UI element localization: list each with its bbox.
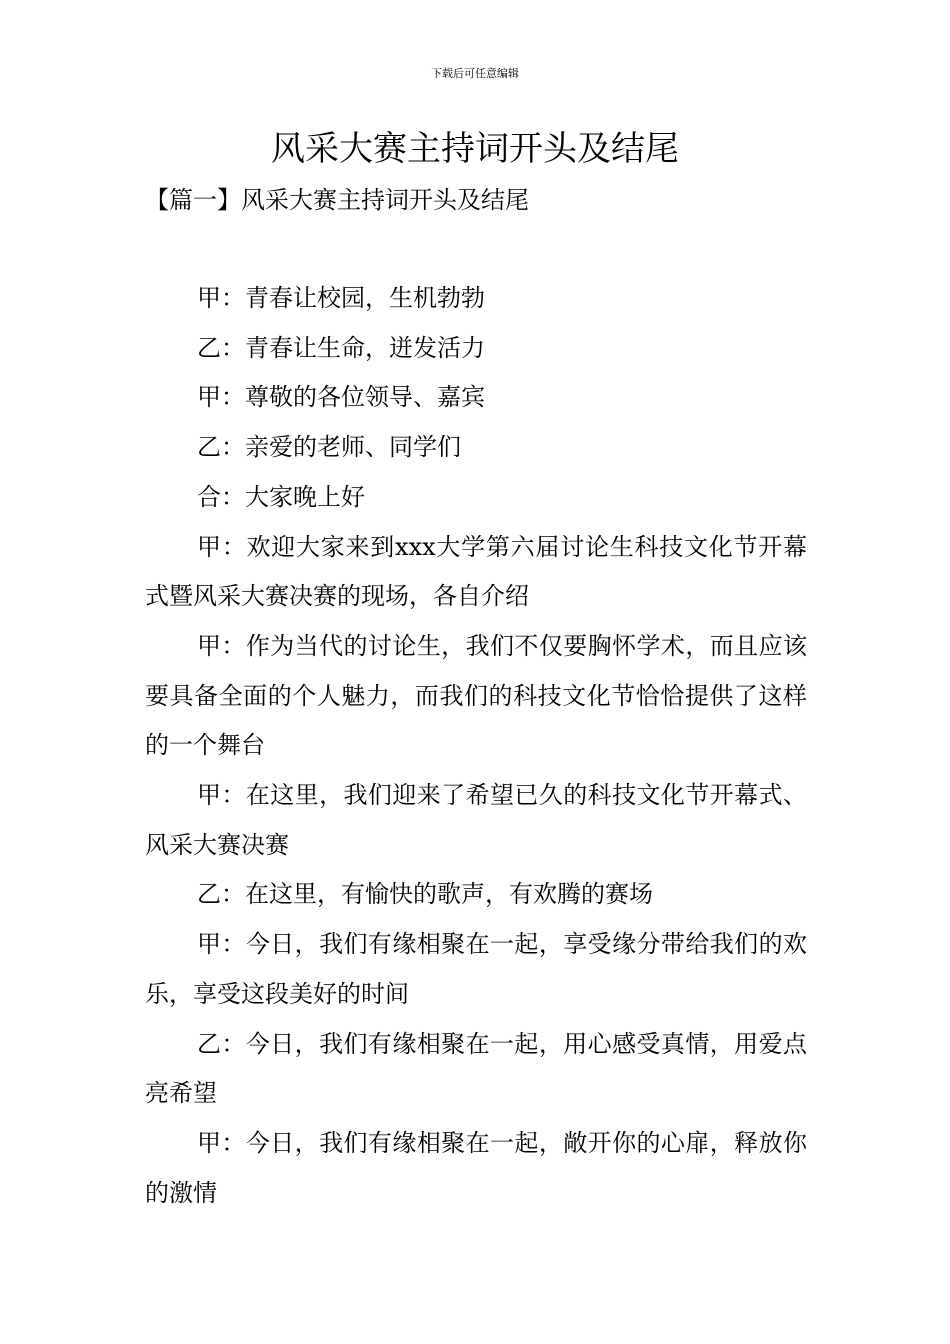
paragraph: 合：大家晚上好: [197, 482, 365, 511]
paragraph: 甲：在这里，我们迎来了希望已久的科技文化节开幕式、风采大赛决赛: [145, 781, 807, 859]
paragraph: 乙：青春让生命，迸发活力: [197, 333, 485, 362]
section-heading: 【篇一】风采大赛主持词开头及结尾: [145, 186, 529, 214]
paragraph: 甲：青春让校园，生机勃勃: [197, 284, 485, 312]
paragraph: 甲：今日，我们有缘相聚在一起，享受缘分带给我们的欢乐，享受这段美好的时间: [145, 930, 807, 1008]
paragraph: 乙：亲爱的老师、同学们: [197, 433, 461, 462]
document-body: [145, 274, 807, 1218]
paragraph: 甲：尊敬的各位领导、嘉宾: [197, 383, 485, 412]
document-title: 风采大赛主持词开头及结尾: [271, 129, 679, 169]
paragraph: 乙：在这里，有愉快的歌声，有欢腾的赛场: [197, 880, 653, 909]
paragraph: 甲：作为当代的讨论生，我们不仅要胸怀学术，而且应该要具备全面的个人魅力，而我们的科技文化节恰恰提供了这样的一个舞台: [145, 631, 807, 760]
paragraph: 乙：今日，我们有缘相聚在一起，用心感受真情，用爱点亮希望: [145, 1029, 807, 1108]
paragraph: 甲：欢迎大家来到xxx大学第六届讨论生科技文化节开幕式暨风采大赛决赛的现场，各自介绍: [145, 532, 807, 611]
paragraph: 甲：今日，我们有缘相聚在一起，敞开你的心扉，释放你的激情: [145, 1128, 807, 1207]
page-header-note: 下载后可任意编辑: [431, 67, 519, 80]
